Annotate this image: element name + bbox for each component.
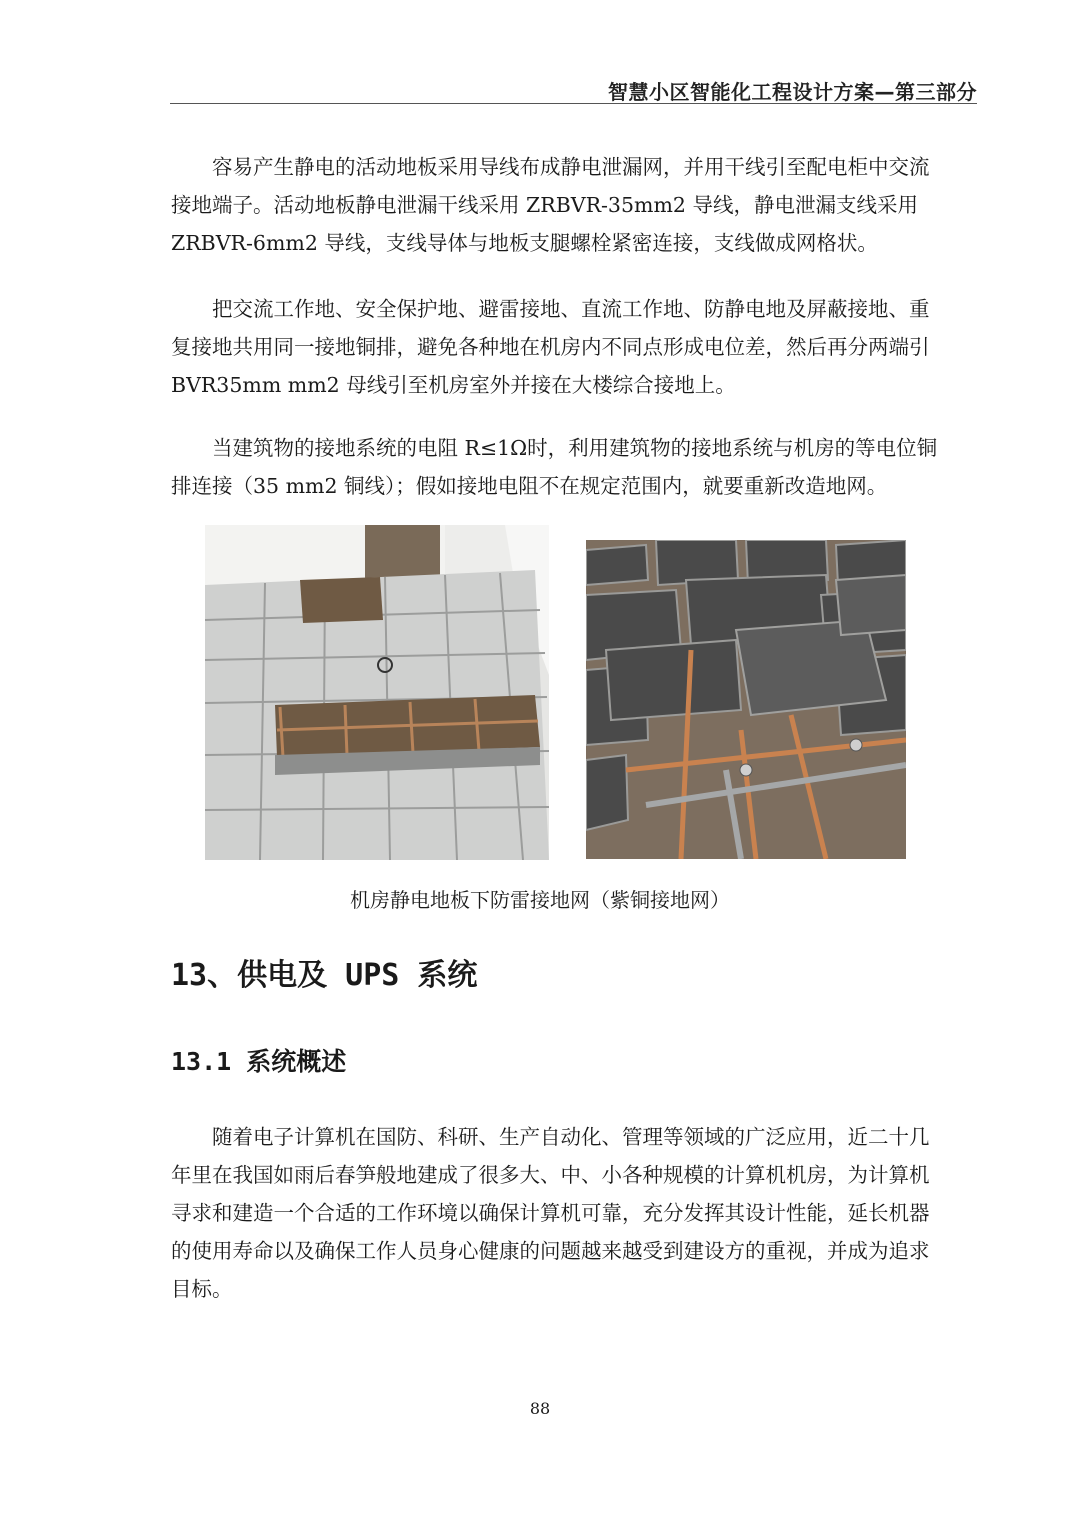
page-number: 88 bbox=[529, 1399, 551, 1418]
text-line: 复接地共用同一接地铜排，避免各种地在机房内不同点形成电位差，然后再分两端引 bbox=[171, 335, 930, 359]
figure-caption: 机房静电地板下防雷接地网（紫铜接地网） bbox=[350, 888, 730, 912]
raised-floor-photo-right bbox=[586, 540, 906, 859]
text-line: BVR35mm mm2 母线引至机房室外并接在大楼综合接地上。 bbox=[171, 373, 736, 397]
text-line: 随着电子计算机在国防、科研、生产自动化、管理等领域的广泛应用，近二十几 bbox=[171, 1125, 930, 1149]
text-line: 把交流工作地、安全保护地、避雷接地、直流工作地、防静电地及屏蔽接地、重 bbox=[171, 297, 930, 321]
text-line: ZRBVR-6mm2 导线，支线导体与地板支腿螺栓紧密连接，支线做成网格状。 bbox=[171, 231, 878, 255]
text-line: 寻求和建造一个合适的工作环境以确保计算机可靠，充分发挥其设计性能，延长机器 bbox=[171, 1201, 930, 1225]
header-rule bbox=[170, 103, 977, 104]
text-line: 容易产生静电的活动地板采用导线布成静电泄漏网，并用干线引至配电柜中交流 bbox=[171, 155, 930, 179]
text-line: 目标。 bbox=[171, 1277, 233, 1301]
raised-floor-image-right bbox=[586, 540, 906, 859]
text-line: 当建筑物的接地系统的电阻 R≤1Ω时，利用建筑物的接地系统与机房的等电位铜 bbox=[171, 436, 938, 460]
header-title: 智慧小区智能化工程设计方案—第三部分 bbox=[608, 80, 977, 104]
raised-floor-image-left bbox=[205, 525, 549, 860]
paragraph-overview bbox=[171, 1118, 979, 1308]
text-line: 排连接（35 mm2 铜线）；假如接地电阻不在规定范围内，就要重新改造地网。 bbox=[171, 474, 888, 498]
paragraph-resistance bbox=[171, 429, 979, 505]
paragraph-static-floor bbox=[171, 148, 979, 262]
section-heading: 13、供电及 UPS 系统 bbox=[171, 958, 478, 993]
raised-floor-photo-left bbox=[205, 525, 549, 860]
subsection-heading: 13.1 系统概述 bbox=[171, 1047, 347, 1076]
text-line: 年里在我国如雨后春笋般地建成了很多大、中、小各种规模的计算机机房，为计算机 bbox=[171, 1163, 930, 1187]
text-line: 接地端子。活动地板静电泄漏干线采用 ZRBVR-35mm2 导线，静电泄漏支线采用 bbox=[171, 193, 918, 217]
paragraph-grounding-bus bbox=[171, 290, 979, 404]
text-line: 的使用寿命以及确保工作人员身心健康的问题越来越受到建设方的重视，并成为追求 bbox=[171, 1239, 930, 1263]
